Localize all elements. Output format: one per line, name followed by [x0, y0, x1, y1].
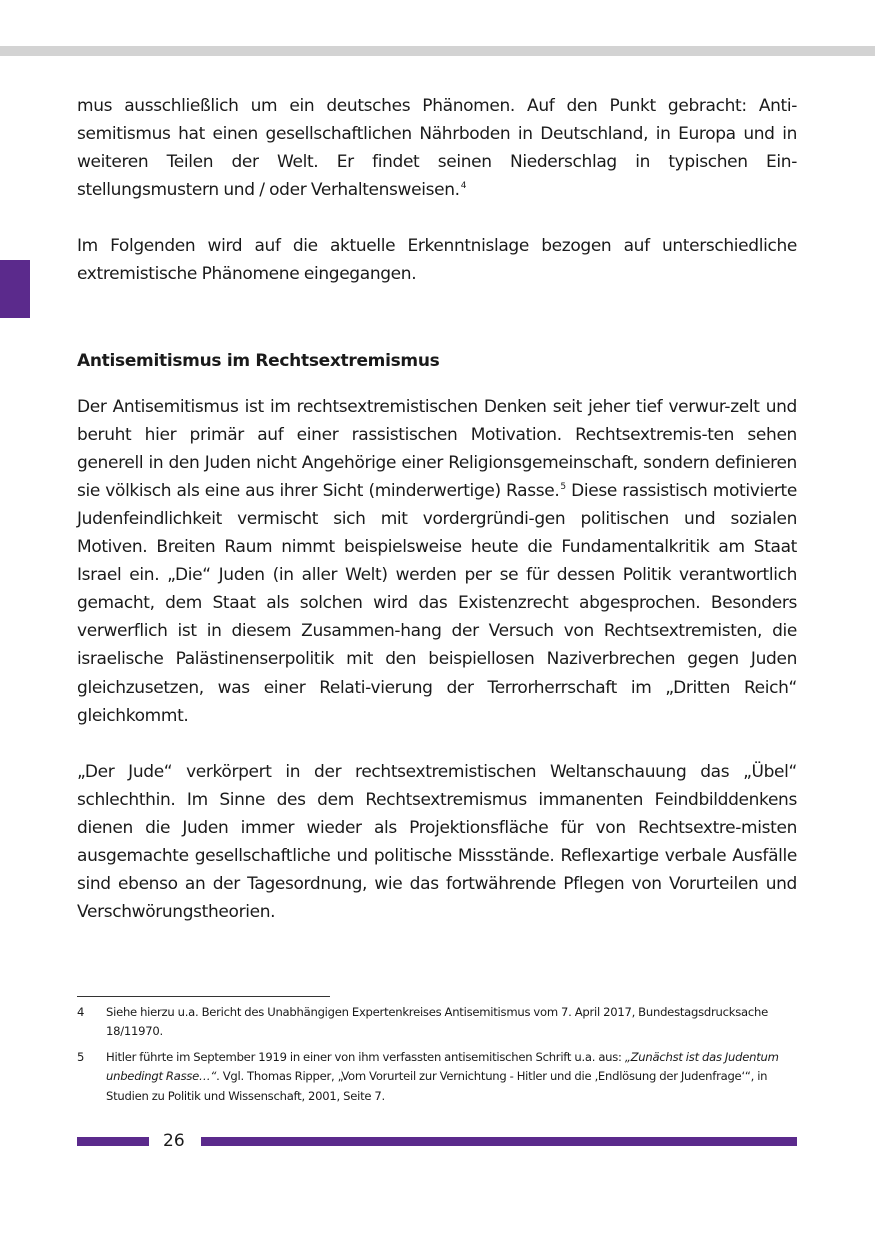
main-text: [77, 92, 797, 926]
header-rule: [0, 46, 875, 56]
paragraph-1-text: mus ausschließlich um ein deutsches Phänomen. Auf den Punkt gebracht: Anti-semitismus hat einen gesellschaftlichen Nährboden in Deutschland, in Europa und in weiteren Teilen der Welt. Er findet seinen Niederschlag in typischen Ein-stellungsmustern und / oder Verhaltensweisen.: [77, 96, 797, 201]
section-heading: Antisemitismus im Rechtsextremismus: [77, 350, 440, 371]
footnote-text-pre: Hitler führte im September 1919 in einer von ihm verfassten antisemitischen Schrift u.a. aus:: [106, 1049, 625, 1064]
chapter-tab-marker: [0, 260, 30, 318]
paragraph-1: [77, 92, 797, 204]
footnote-ref-4[interactable]: 4: [460, 181, 467, 192]
footer-bar-right: [201, 1137, 797, 1146]
footnotes: [77, 1003, 797, 1112]
page-number: 26: [163, 1131, 185, 1151]
footnote-quote: „Zunächst ist das Judentum unbedingt Rasse…“: [106, 1049, 779, 1084]
footer-bar-left: [77, 1137, 149, 1146]
footnote-4: [77, 1003, 797, 1042]
footnote-text: Siehe hierzu u.a. Bericht des Unabhängigen Expertenkreises Antisemitismus vom 7. April 2017, Bundestagsdrucksache 18/11970.: [106, 1005, 768, 1039]
footnote-number: 5: [77, 1049, 85, 1064]
footnote-number: 4: [77, 1005, 85, 1019]
footnote-separator: [77, 996, 330, 997]
paragraph-4: „Der Jude“ verkörpert in der rechtsextremistischen Weltanschauung das „Übel“ schlechthin. Im Sinne des dem Rechtsextremismus immanenten Feindbilddenkens dienen die Juden immer wieder als Projektionsfläche für von Rechtsextre-misten ausgemachte gesellschaftliche und politische Missstände. Reflexartige verbale Ausfälle sind ebenso an der Tagesordnung, wie das fortwährende Pflegen von Vorurteilen und Verschwörungstheorien.: [77, 761, 797, 923]
footnote-text: [106, 1048, 797, 1106]
paragraph-3-text-b: Diese rassistisch motivierte Judenfeindlichkeit vermischt sich mit vordergründi-gen politischen und sozialen Motiven. Breiten Raum nimmt beispielsweise heute die Fundamentalkritik am Staat Israel ein. „Die“ Juden (in aller Welt) werden per se für dessen Politik verantwortlich gemacht, dem Staat als solchen wird das Existenzrecht abgesprochen. Besonders verwerflich ist in diesem Zusammen-hang der Versuch von Rechtsextremisten, die israelische Palästinenserpolitik mit den beispiellosen Naziverbrechen gegen Juden gleichzusetzen, was einer Relati-vierung der Terrorherrschaft im „Dritten Reich“ gleichkommt.: [77, 480, 797, 726]
footnote-text-post: . Vgl. Thomas Ripper, „Vom Vorurteil zur Vernichtung - Hitler und die ‚Endlösung der Judenfrage‘“, in Studien zu Politik und Wissenschaft, 2001, Seite 7.: [106, 1069, 768, 1103]
footnote-ref-5[interactable]: 5: [560, 481, 566, 492]
page-footer: [77, 1130, 797, 1152]
footnote-5: [77, 1048, 797, 1106]
paragraph-2: Im Folgenden wird auf die aktuelle Erkenntnislage bezogen auf unterschiedliche extremistische Phänomene eingegangen.: [77, 236, 797, 285]
paragraph-3-text-a: Der Antisemitismus ist im rechtsextremistischen Denken seit jeher tief verwur-zelt und beruht hier primär auf einer rassistischen Motivation. Rechtsextremis-ten sehen generell in den Juden nicht Angehörige einer Religionsgemeinschaft, sondern definieren sie völkisch als eine aus ihrer Sicht (minderwertige) Rasse.: [77, 396, 797, 501]
paragraph-3: [77, 393, 797, 730]
